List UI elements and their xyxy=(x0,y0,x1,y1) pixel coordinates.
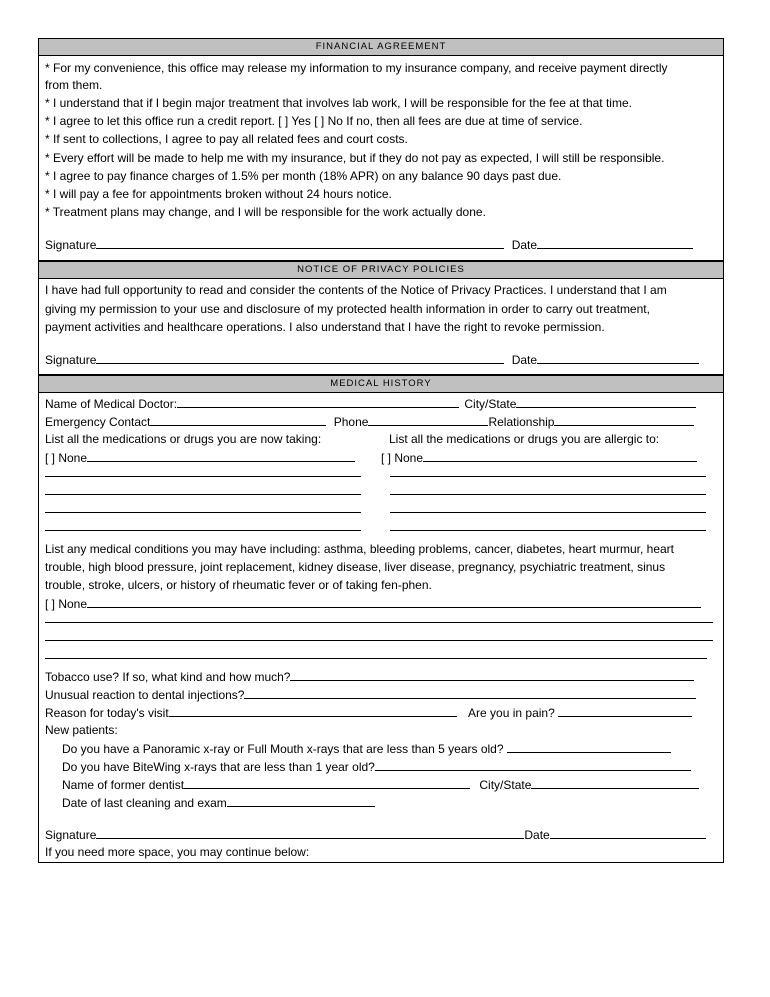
panoramic-field[interactable] xyxy=(507,741,671,753)
doctor-field[interactable] xyxy=(177,396,459,408)
emergency-label: Emergency Contact xyxy=(45,415,151,429)
date-label: Date xyxy=(511,353,538,367)
meds-allergic-line[interactable] xyxy=(390,512,706,513)
financial-item: from them. xyxy=(45,78,103,92)
tobacco-label: Tobacco use? If so, what kind and how much? xyxy=(45,670,291,684)
privacy-signature-field[interactable] xyxy=(96,352,504,364)
reaction-field[interactable] xyxy=(244,687,696,699)
date-label: Date xyxy=(524,828,550,842)
signature-label: Signature xyxy=(45,828,97,842)
meds-taking-line[interactable] xyxy=(45,494,361,495)
financial-item: * I understand that if I begin major treatment that involves lab work, I will be responsible for the fee at that time. xyxy=(45,96,632,110)
financial-date-field[interactable] xyxy=(537,237,693,249)
conditions-field[interactable] xyxy=(87,596,701,608)
privacy-text: I have had full opportunity to read and consider the contents of the Notice of Privacy Practices. I understand that I am xyxy=(45,283,667,297)
doctor-row xyxy=(45,396,696,411)
pain-field[interactable] xyxy=(558,705,692,717)
conditions-none-row xyxy=(45,596,701,611)
bitewing-field[interactable] xyxy=(375,759,691,771)
conditions-text: List any medical conditions you may have including: asthma, bleeding problems, cancer, diabetes, heart murmur, heart xyxy=(45,542,675,556)
panoramic-row xyxy=(62,741,671,756)
city-state-label: City/State xyxy=(479,778,532,792)
history-date-field[interactable] xyxy=(550,827,706,839)
conditions-line[interactable] xyxy=(45,658,707,659)
panoramic-label: Do you have a Panoramic x-ray or Full Mouth x-rays that are less than 5 years old? xyxy=(62,742,504,756)
reaction-row xyxy=(45,687,696,702)
date-label: Date xyxy=(511,238,538,252)
relationship-label: Relationship xyxy=(488,415,555,429)
none-checkbox[interactable]: [ ] None xyxy=(45,451,88,465)
financial-item: * If sent to collections, I agree to pay all related fees and court costs. xyxy=(45,132,408,146)
history-signature-row xyxy=(45,827,706,842)
emergency-contact-field[interactable] xyxy=(150,414,326,426)
emergency-row xyxy=(45,414,694,429)
meds-taking-label: List all the medications or drugs you are now taking: xyxy=(45,432,322,446)
financial-item: * For my convenience, this office may release my information to my insurance company, and receive payment directly xyxy=(45,61,668,75)
meds-taking-field[interactable] xyxy=(87,450,355,462)
bitewing-label: Do you have BiteWing x-rays that are less than 1 year old? xyxy=(62,760,375,774)
meds-allergic-line[interactable] xyxy=(390,530,706,531)
last-cleaning-row xyxy=(62,795,375,810)
financial-item: * I agree to pay finance charges of 1.5% per month (18% APR) on any balance 90 days past due. xyxy=(45,169,562,183)
financial-agreement-header: FINANCIAL AGREEMENT xyxy=(39,39,723,56)
former-dentist-field[interactable] xyxy=(184,777,470,789)
relationship-field[interactable] xyxy=(554,414,694,426)
reason-field[interactable] xyxy=(169,705,457,717)
former-dentist-label: Name of former dentist xyxy=(62,778,185,792)
history-signature-field[interactable] xyxy=(96,827,524,839)
signature-label: Signature xyxy=(45,238,97,252)
city-state-label: City/State xyxy=(464,397,517,411)
medical-history-section xyxy=(39,374,723,862)
phone-label: Phone xyxy=(333,415,369,429)
bitewing-row xyxy=(62,759,691,774)
conditions-line[interactable] xyxy=(45,622,713,623)
last-cleaning-label: Date of last cleaning and exam xyxy=(62,796,227,810)
meds-taking-line[interactable] xyxy=(45,476,361,477)
financial-item: * Every effort will be made to help me with my insurance, but if they do not pay as expected, I will still be responsible. xyxy=(45,151,665,165)
none-checkbox[interactable]: [ ] None xyxy=(45,597,88,611)
reason-row xyxy=(45,705,692,720)
meds-allergic-label: List all the medications or drugs you are allergic to: xyxy=(389,432,660,446)
phone-field[interactable] xyxy=(368,414,488,426)
meds-allergic-line[interactable] xyxy=(390,494,706,495)
none-checkbox[interactable]: [ ] None xyxy=(381,451,424,465)
pain-label: Are you in pain? xyxy=(468,706,555,720)
financial-signature-row xyxy=(45,237,693,252)
privacy-text: giving my permission to your use and disclosure of my protected health information in order to carry out treatment, xyxy=(45,302,650,316)
meds-allergic-none-row xyxy=(381,450,697,465)
privacy-text: payment activities and healthcare operations. I also understand that I have the right to revoke permission. xyxy=(45,320,605,334)
privacy-date-field[interactable] xyxy=(537,352,699,364)
tobacco-field[interactable] xyxy=(290,669,694,681)
financial-item: * Treatment plans may change, and I will be responsible for the work actually done. xyxy=(45,205,486,219)
former-city-state-field[interactable] xyxy=(531,777,699,789)
reason-label: Reason for today's visit xyxy=(45,706,169,720)
financial-item-credit-report: * I agree to let this office run a credit report. [ ] Yes [ ] No If no, then all fees are due at time of service. xyxy=(45,114,583,128)
signature-label: Signature xyxy=(45,353,97,367)
continue-label: If you need more space, you may continue below: xyxy=(45,845,310,859)
reaction-label: Unusual reaction to dental injections? xyxy=(45,688,245,702)
conditions-line[interactable] xyxy=(45,640,713,641)
conditions-text: trouble, stroke, ulcers, or history of rheumatic fever or of taking fen-phen. xyxy=(45,578,432,592)
privacy-signature-row xyxy=(45,352,699,367)
tobacco-row xyxy=(45,669,694,684)
financial-agreement-section xyxy=(39,39,723,260)
new-patients-label: New patients: xyxy=(45,723,118,737)
privacy-section xyxy=(39,260,723,374)
financial-signature-field[interactable] xyxy=(96,237,504,249)
meds-allergic-field[interactable] xyxy=(423,450,697,462)
financial-item: * I will pay a fee for appointments broken without 24 hours notice. xyxy=(45,187,392,201)
last-cleaning-field[interactable] xyxy=(227,795,375,807)
form-frame xyxy=(38,38,724,863)
meds-taking-none-row xyxy=(45,450,355,465)
conditions-text: trouble, high blood pressure, joint replacement, kidney disease, liver disease, pregnancy, psychiatric treatment, sinus xyxy=(45,560,666,574)
meds-allergic-line[interactable] xyxy=(390,476,706,477)
doctor-city-state-field[interactable] xyxy=(516,396,696,408)
privacy-header: NOTICE OF PRIVACY POLICIES xyxy=(39,260,723,279)
meds-taking-line[interactable] xyxy=(45,512,361,513)
meds-taking-line[interactable] xyxy=(45,530,361,531)
former-dentist-row xyxy=(62,777,699,792)
doctor-label: Name of Medical Doctor: xyxy=(45,397,178,411)
medical-history-header: MEDICAL HISTORY xyxy=(39,374,723,393)
